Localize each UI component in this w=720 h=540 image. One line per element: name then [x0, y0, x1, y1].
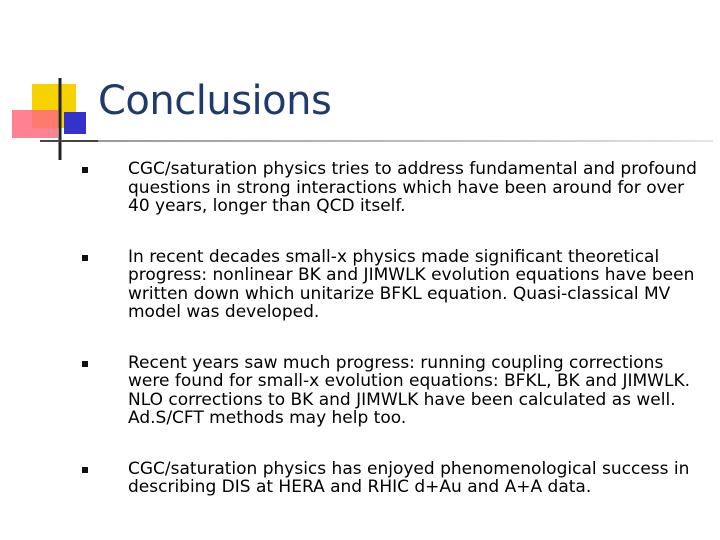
bullet-text: CGC/saturation physics has enjoyed phenomenological success in describing DIS at HERA and RHIC d+Au and A+A data. [128, 458, 690, 497]
bullet-text: CGC/saturation physics tries to address fundamental and profound questions in strong interactions which have been around for over 40 years, longer than QCD itself. [128, 159, 697, 216]
square-bullet-icon [82, 255, 88, 261]
bullet-item [82, 248, 702, 322]
square-bullet-icon [82, 167, 88, 173]
bullet-list [82, 160, 702, 497]
title-divider [98, 140, 713, 142]
bullet-text: In recent decades small-x physics made significant theoretical progress: nonlinear BK and JIMWLK evolution equations have been written down which unitarize BFKL equation. Quasi-classical MV model was developed. [128, 246, 695, 322]
square-bullet-icon [82, 361, 88, 367]
logo-red-square [12, 110, 58, 138]
logo-blue-square [64, 112, 86, 134]
bullet-item [82, 160, 702, 216]
bullet-item [82, 460, 702, 497]
square-bullet-icon [82, 467, 88, 473]
slide-title: Conclusions [98, 78, 332, 124]
bullet-item [82, 354, 702, 428]
bullet-text: Recent years saw much progress: running coupling corrections were found for small-x evolution equations: BFKL, BK and JIMWLK. NLO corrections to BK and JIMWLK have been calculated as well. Ad.S/CFT methods may help too. [128, 352, 691, 428]
